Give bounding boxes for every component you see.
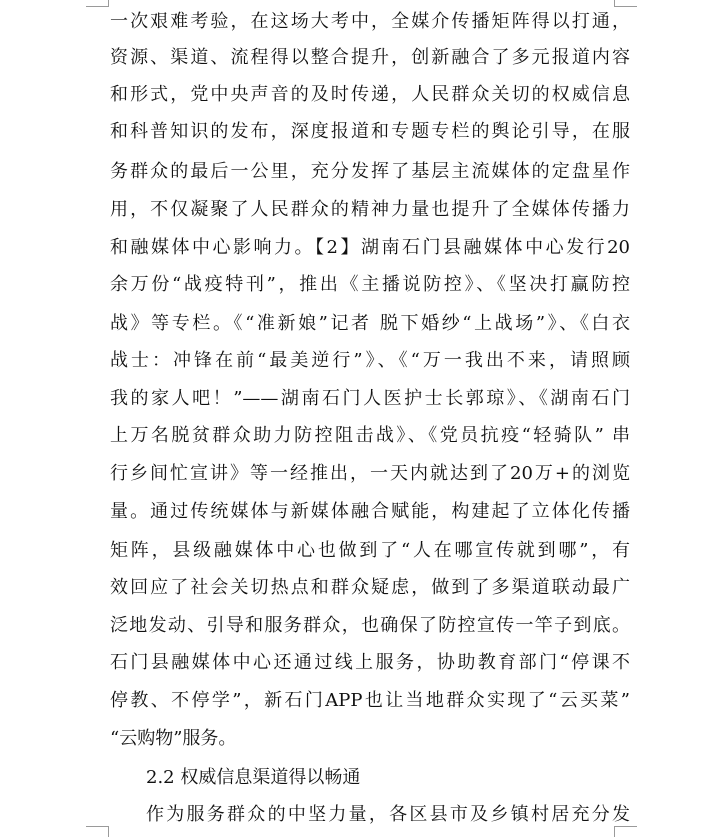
paragraph-line: 量。通过传统媒体与新媒体融合赋能，构建起了立体化传播 — [110, 501, 630, 522]
paragraph-line: 资源、渠道、流程得以整合提升，创新融合了多元报道内容 — [110, 47, 630, 68]
margin-corner-mark — [86, 826, 109, 837]
paragraph-line: 战》等专栏。《“准新娘”记者 脱下婚纱“上战场”》、《白衣 — [110, 313, 630, 334]
paragraph-line: 停教、不停学”，新石门APP也让当地群众实现了“云买菜” — [110, 690, 630, 711]
paragraph-line: 一次艰难考验，在这场大考中，全媒介传播矩阵得以打通， — [110, 11, 630, 32]
paragraph-line: 石门县融媒体中心还通过线上服务，协助教育部门“停课不 — [110, 652, 630, 673]
paragraph-line: 务群众的最后一公里，充分发挥了基层主流媒体的定盘星作 — [110, 161, 630, 182]
paragraph-line: 战士：冲锋在前“最美逆行”》、《“万一我出不来，请照顾 — [110, 350, 630, 371]
paragraph-line: 用，不仅凝聚了人民群众的精神力量也提升了全媒体传播力 — [110, 199, 630, 220]
paragraph-line: 和形式，党中央声音的及时传递，人民群众关切的权威信息 — [110, 84, 630, 105]
paragraph-line: 余万份“战疫特刊”，推出《主播说防控》、《坚决打赢防控 — [110, 274, 630, 295]
paragraph-line: 上万名脱贫群众助力防控阻击战》、《党员抗疫“轻骑队” 串 — [110, 425, 630, 446]
paragraph-line: 矩阵，县级融媒体中心也做到了“人在哪宣传就到哪”，有 — [110, 540, 630, 561]
paragraph-line: 和科普知识的发布，深度报道和专题专栏的舆论引导，在服 — [110, 121, 630, 142]
paragraph-line: 效回应了社会关切热点和群众疑虑，做到了多渠道联动最广 — [110, 577, 630, 598]
section-heading: 2.2 权威信息渠道得以畅通 — [146, 767, 361, 788]
paragraph-line: 和融媒体中心影响力。【2】湖南石门县融媒体中心发行20 — [110, 237, 630, 258]
paragraph-line: 泛地发动、引导和服务群众，也确保了防控宣传一竿子到底。 — [110, 615, 630, 636]
paragraph-line: 我的家人吧！”——湖南石门人医护士长郭琼》、《湖南石门 — [110, 388, 630, 409]
paragraph-line: 行乡间忙宣讲》等一经推出，一天内就达到了20万+的浏览 — [110, 463, 630, 484]
paragraph-line: “云购物”服务。 — [110, 728, 237, 749]
margin-corner-mark — [86, 0, 109, 7]
paragraph-line: 作为服务群众的中坚力量，各区县市及乡镇村居充分发 — [146, 804, 630, 825]
